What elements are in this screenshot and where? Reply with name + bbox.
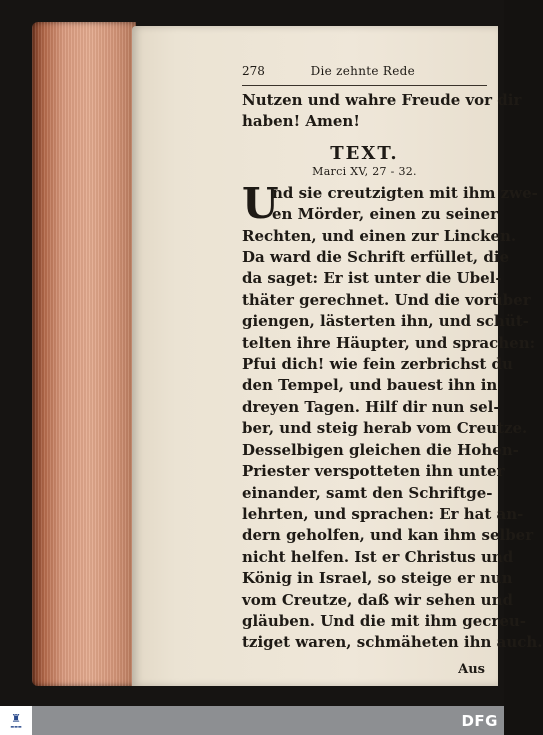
text-line: lehrten, und sprachen: Er hat an- xyxy=(242,504,524,523)
text-line: vom Creutze, daß wir sehen und xyxy=(242,590,513,609)
text-line: Priester verspotteten ihn unter xyxy=(242,462,505,481)
crest-icon: ♜ xyxy=(11,711,21,725)
text-line: nicht helfen. Ist er Christus und xyxy=(242,547,514,566)
text-line: Da ward die Schrift erfüllet, die xyxy=(242,248,510,267)
text-line: einander, samt den Schriftge- xyxy=(242,483,493,502)
text-line: König in Israel, so steige er nun xyxy=(242,569,513,588)
running-head-title: Die zehnte Rede xyxy=(310,64,415,78)
book-page-edges xyxy=(32,22,136,686)
scripture-reference: Marci XV, 27 - 32. xyxy=(312,164,417,178)
text-line: thäter gerechnet. Und die vorüber xyxy=(242,290,531,309)
text-line: telten ihre Häupter, und sprachen: xyxy=(242,333,536,352)
text-line: da saget: Er ist unter die Ubel- xyxy=(242,269,502,288)
library-logo[interactable] xyxy=(0,706,32,735)
text-line: gläuben. Und die mit ihm gecreu- xyxy=(242,611,527,630)
text-line: ber, und steig herab vom Creutze. xyxy=(242,419,528,438)
drop-cap-initial: U xyxy=(242,178,279,228)
logo-wordmark-graphic: ▬▬▬ xyxy=(10,723,22,729)
text-line: dreyen Tagen. Hilf dir nun sel- xyxy=(242,397,500,416)
scripture-text xyxy=(242,178,543,654)
page-number: 278 xyxy=(242,64,265,78)
text-line: dern geholfen, und kan ihm selber xyxy=(242,526,534,545)
book-page xyxy=(132,26,543,686)
text-line: haben! Amen! xyxy=(242,112,360,131)
text-line: nd sie creutzigten mit ihm zwe- xyxy=(272,183,538,202)
text-line: tziget waren, schmäheten ihn auch. xyxy=(242,633,543,652)
text-line: giengen, lästerten ihn, und schüt- xyxy=(242,312,529,331)
page-content xyxy=(242,64,543,677)
section-heading: TEXT. xyxy=(330,142,399,164)
text-line: en Mörder, einen zu seiner xyxy=(272,205,498,224)
running-head xyxy=(242,64,487,86)
text-line: den Tempel, und bauest ihn in xyxy=(242,376,498,395)
text-line: Desselbigen gleichen die Hohen- xyxy=(242,440,519,459)
catchword: Aus xyxy=(458,661,485,677)
viewer-footer-bar xyxy=(0,706,504,735)
text-line: Nutzen und wahre Freude vor dir xyxy=(242,91,522,109)
text-line: Rechten, und einen zur Lincken. xyxy=(242,226,517,245)
intro-text xyxy=(242,90,522,133)
text-line: Pfui dich! wie fein zerbrichst du xyxy=(242,355,513,374)
dfg-logo[interactable]: DFG xyxy=(461,712,498,730)
